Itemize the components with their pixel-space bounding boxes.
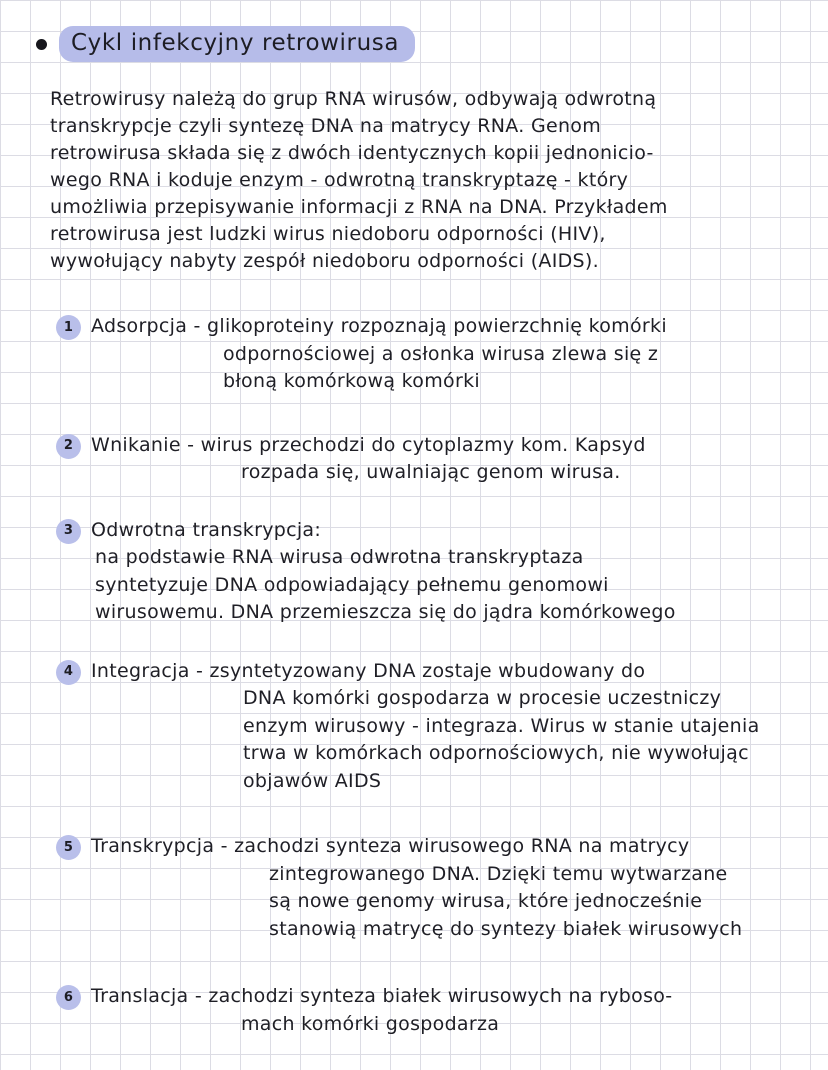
step-integracja [56,658,808,796]
bullet-icon [36,39,47,50]
step-line: są nowe genomy wirusa, które jednocześnie [269,890,703,912]
step-number-badge: 6 [56,985,81,1010]
intro-paragraph [50,86,808,275]
step-line: zintegrowanego DNA. Dzięki temu wytwarzane [269,862,728,885]
step-number-badge: 1 [56,315,81,340]
step-line: trwa w komórkach odpornościowych, nie wywołując [243,742,749,764]
step-text [91,833,742,943]
paragraph-line: transkrypcje czyli syntezę DNA na matrycy RNA. Genom [50,115,602,137]
paragraph-line: Retrowirusy należą do grup RNA wirusów, odbywają odwrotną [50,88,657,110]
page-title: Cykl infekcyjny retrowirusa [59,26,415,62]
step-line: DNA komórki gospodarza w procesie uczestniczy [243,687,722,709]
step-line: błoną komórkową komórki [223,370,480,392]
step-line: enzym wirusowy - integraza. Wirus w stanie utajenia [243,714,760,737]
step-line: stanowią matrycę do syntezy białek wirusowych [269,917,743,940]
step-text [91,432,646,487]
step-adsorpcja [56,313,808,396]
step-line: wirusowemu. DNA przemieszcza się do jądra komórkowego [95,601,676,623]
step-line: rozpada się, uwalniając genom wirusa. [241,461,621,483]
step-line: objawów AIDS [243,769,382,792]
step-line: Transkrypcja - zachodzi synteza wirusowego RNA na matrycy [91,835,690,857]
paragraph-line: wego RNA i koduje enzym - odwrotną transkryptazę - który [50,169,629,191]
step-line: Translacja - zachodzi synteza białek wirusowych na rybosо- [91,985,673,1007]
step-text [91,517,676,627]
step-line: odpornościowej a osłonka wirusa zlewa się z [223,342,659,365]
step-odwrotna-transkrypcja [56,517,808,627]
paragraph-line: retrowirusa jest ludzki wirus niedoboru odporności (HIV), [50,223,606,245]
paragraph-line: wywołujący nabyty zespół niedoboru odporności (AIDS). [50,250,599,272]
step-text [91,313,667,396]
step-number-badge: 5 [56,835,81,860]
step-line: Odwrotna transkrypcja: [91,518,322,541]
step-translacja [56,983,808,1038]
step-line: Wnikanie - wirus przechodzi do cytoplazmy kom. Kapsyd [91,433,646,456]
paragraph-line: retrowirusa składa się z dwóch identycznych kopii jednonicio- [50,142,654,164]
step-line: syntetyzuje DNA odpowiadający pełnemu genomowi [95,573,609,596]
step-line: Integracja - zsyntetyzowany DNA zostaje wbudowany do [91,659,646,682]
step-number-badge: 2 [56,434,81,459]
step-line: Adsorpcja - glikoproteiny rozpoznają powierzchnię komórki [91,315,667,337]
step-number-badge: 4 [56,660,81,685]
step-number-badge: 3 [56,519,81,544]
step-text [91,983,672,1038]
paragraph-line: umożliwia przepisywanie informacji z RNA na DNA. Przykładem [50,196,668,218]
step-text [91,658,760,796]
note-title-row [36,26,808,62]
step-line: na podstawie RNA wirusa odwrotna transkryptaza [95,546,584,568]
step-transkrypcja [56,833,808,943]
step-line: mach komórki gospodarza [241,1012,500,1035]
step-wnikanie [56,432,808,487]
